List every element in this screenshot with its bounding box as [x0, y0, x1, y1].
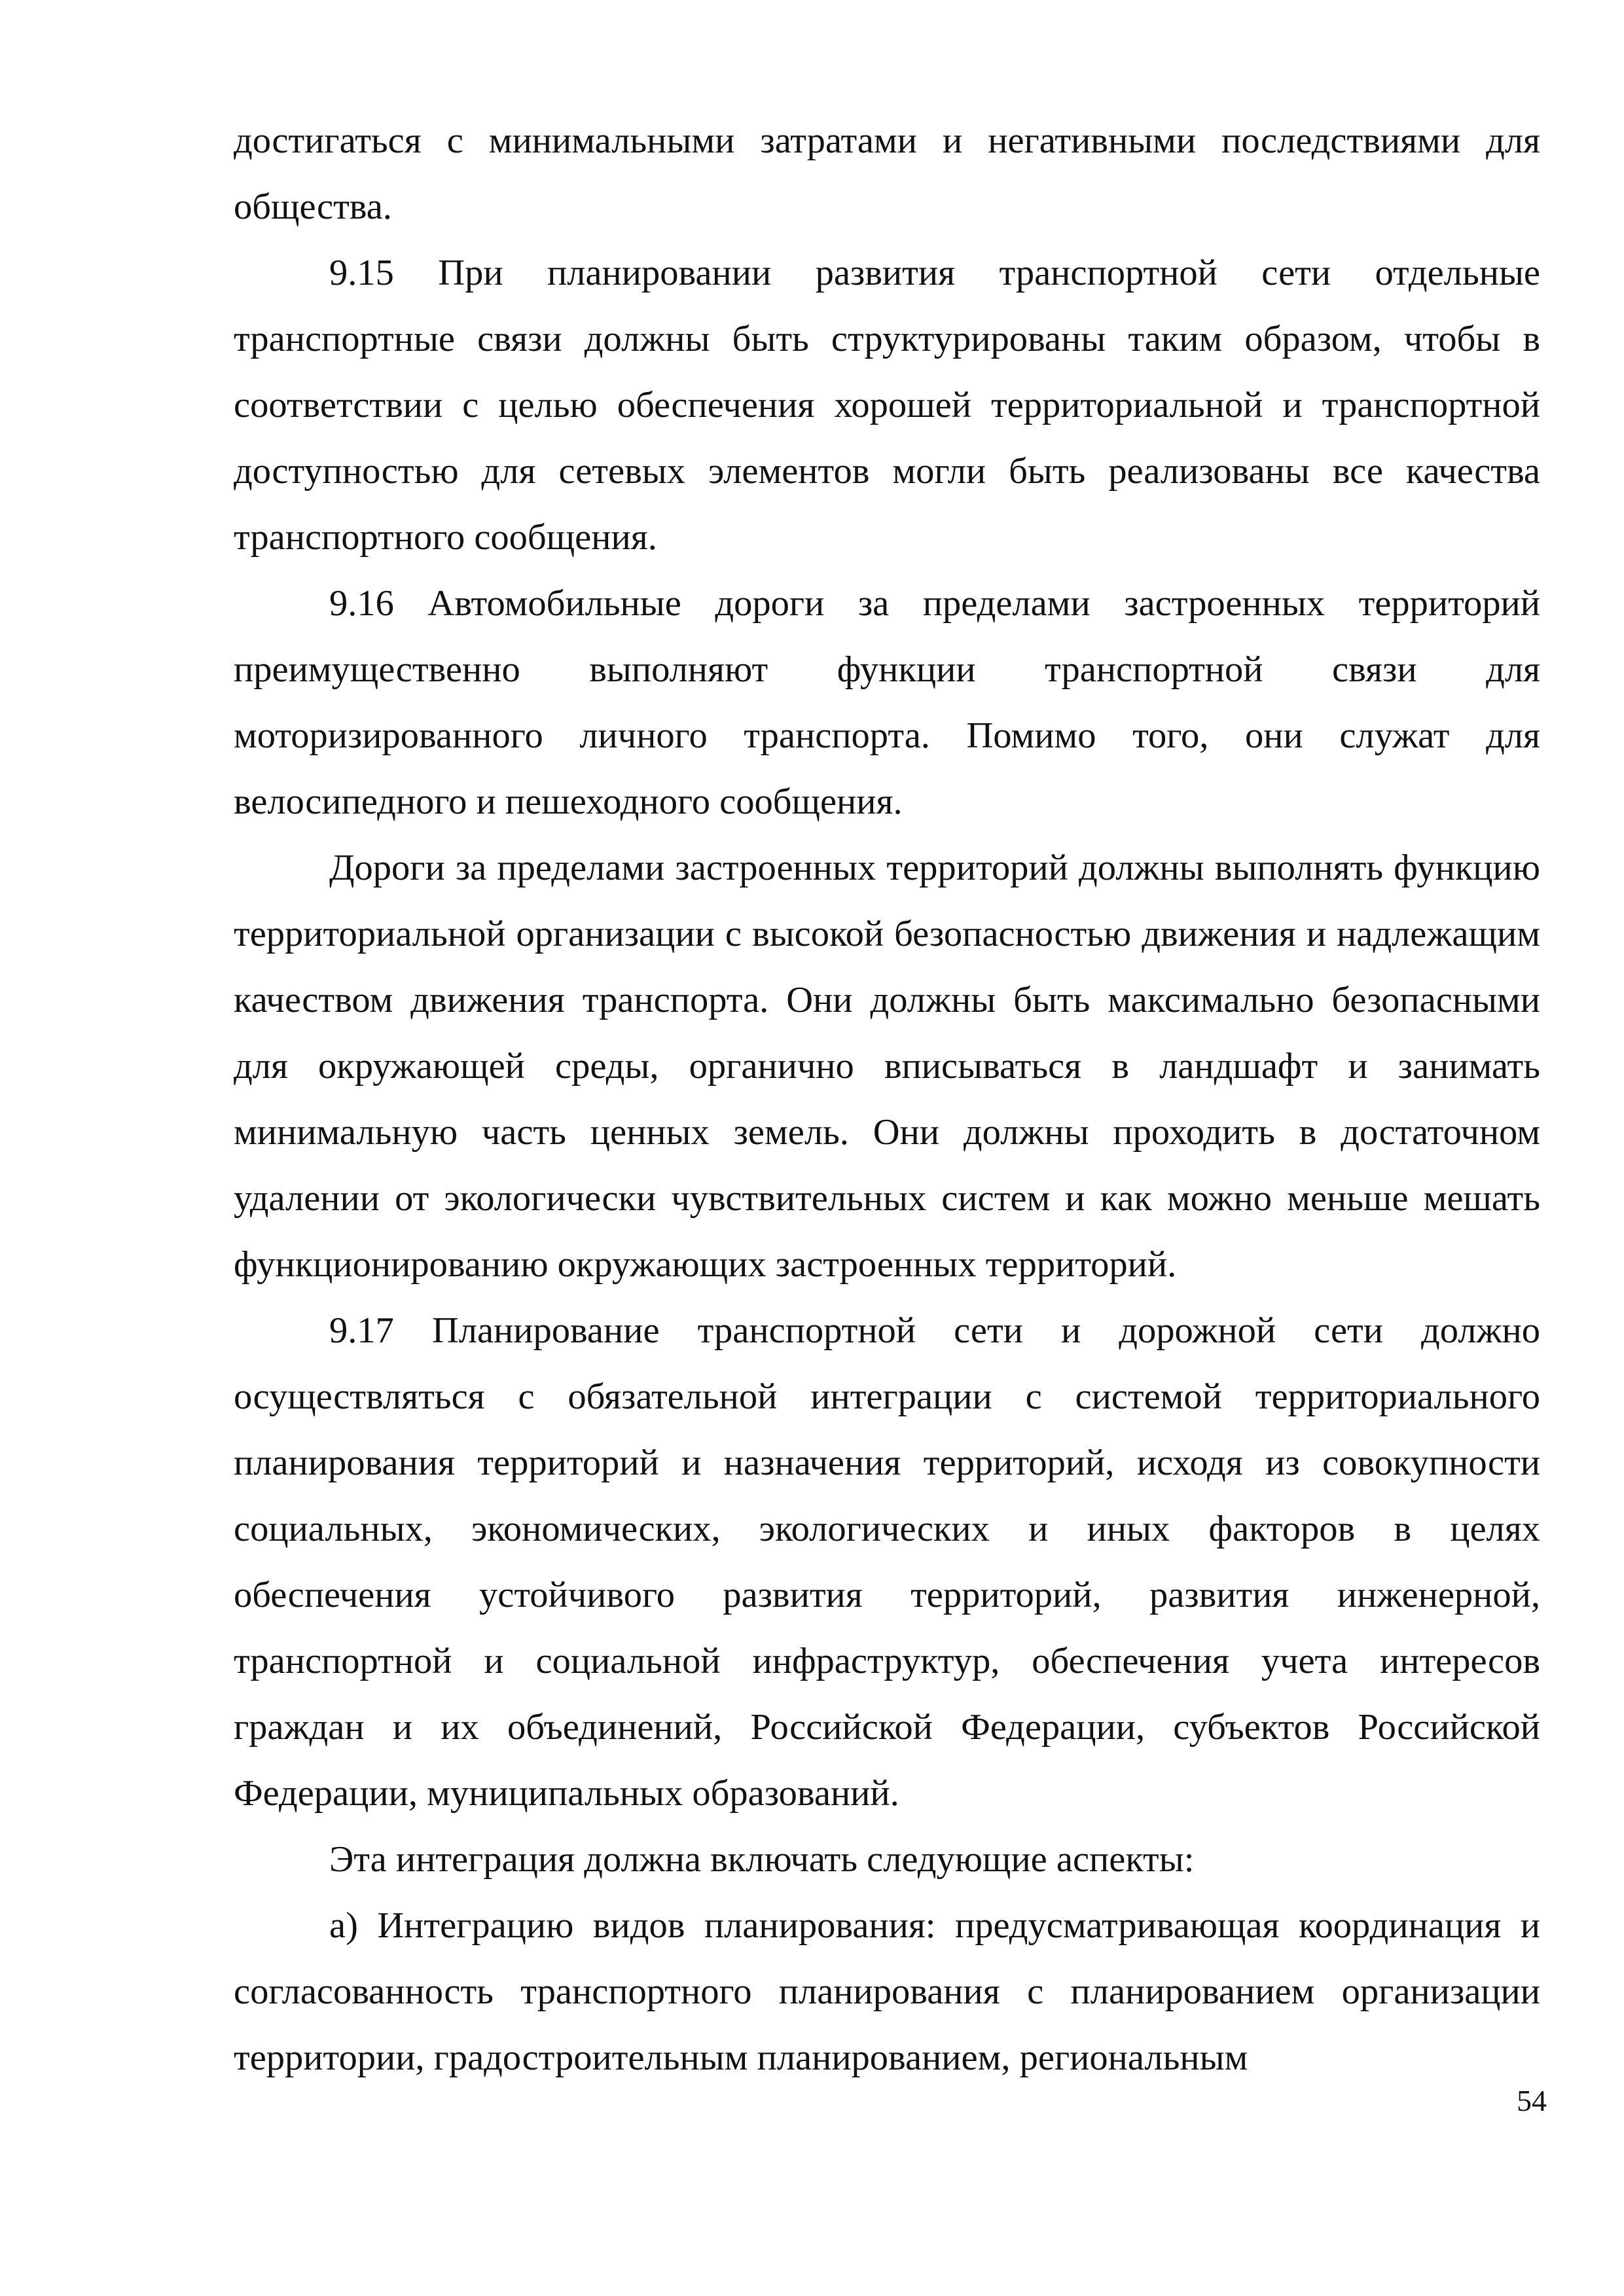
- paragraph-9-15: 9.15 При планировании развития транспортной сети отдельные транспортные связи должны быть структурированы таким образом, чтобы в соответствии с целью обеспечения хорошей территориальной и транспортной доступностью для сетевых элементов могли быть реализованы все качества транспортного сообщения.: [234, 253, 1540, 558]
- paragraph-roads: Дороги за пределами застроенных территорий должны выполнять функцию территориальной организации с высокой безопасностью движения и надлежащим качеством движения транспорта. Они должны быть максимально безопасными для окружающей среды, органично вписываться в ландшафт и занимать минимальную часть ценных земель. Они должны проходить в достаточном удалении от экологически чувствительных систем и как можно меньше мешать функционированию окружающих застроенных территорий.: [234, 848, 1540, 1285]
- paragraph-9-17: 9.17 Планирование транспортной сети и дорожной сети должно осуществляться с обязательной интеграции с системой территориального планирования территорий и назначения территорий, исходя из совокупности социальных, экономических, экологических и иных факторов в целях обеспечения устойчивого развития территорий, развития инженерной, транспортной и социальной инфраструктур, обеспечения учета интересов граждан и их объединений, Российской Федерации, субъектов Российской Федерации, муниципальных образований.: [234, 1310, 1540, 1814]
- paragraph-integration-intro: Эта интеграция должна включать следующие аспекты:: [329, 1839, 1195, 1880]
- paragraph-9-16: 9.16 Автомобильные дороги за пределами застроенных территорий преимущественно выполняют функции транспортной связи для моторизированного личного транспорта. Помимо того, они служат для велосипедного и пешеходного сообщения.: [234, 583, 1540, 822]
- body-text: [234, 108, 1540, 2091]
- page-number: 54: [1517, 2084, 1547, 2117]
- paragraph-continuation: достигаться с минимальными затратами и негативными последствиями для общества.: [234, 120, 1540, 227]
- paragraph-item-a: а) Интеграцию видов планирования: предусматривающая координация и согласованность транспортного планирования с планированием организации территории, градостроительным планированием, региональным: [234, 1905, 1540, 2078]
